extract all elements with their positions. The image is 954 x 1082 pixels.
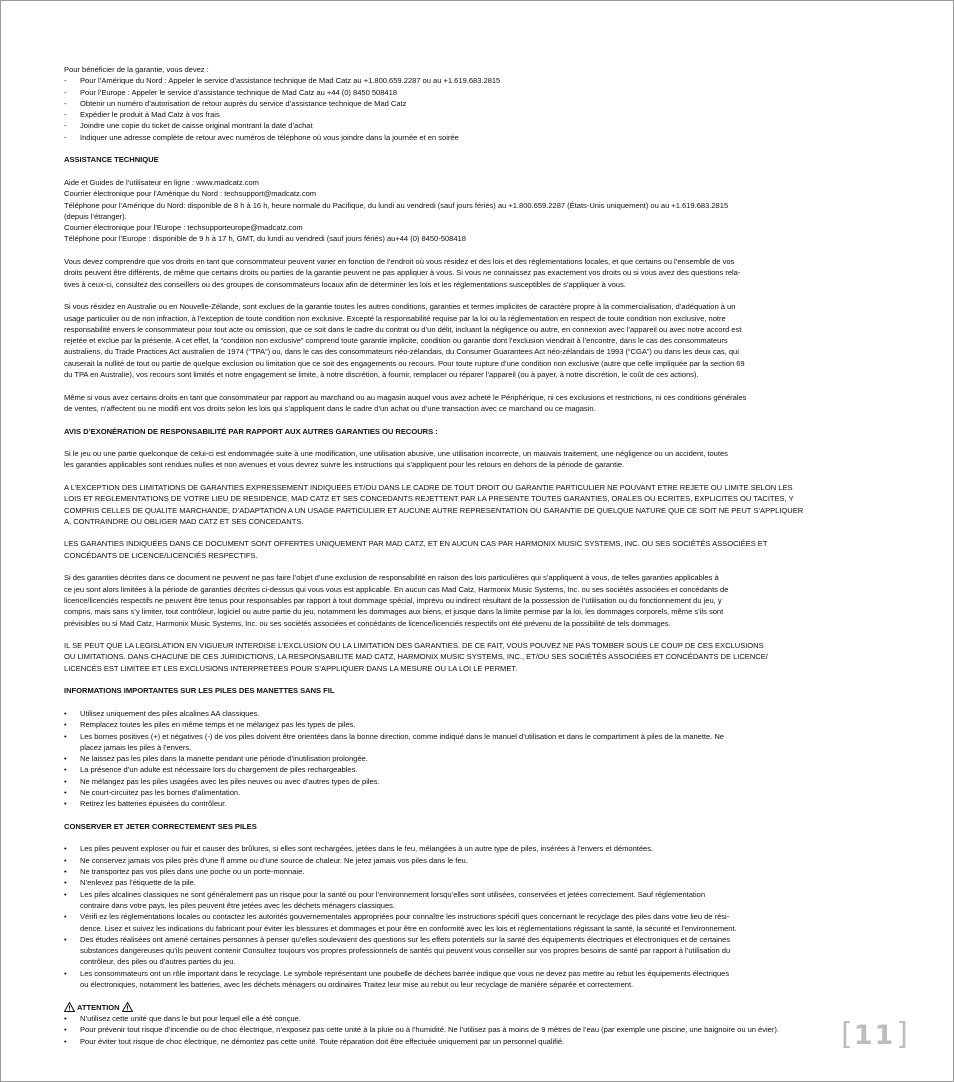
- list-item-text: Indiquer une adresse complète de retour avec numéros de téléphone où vous joindre dans la journée et en soirée: [80, 132, 459, 142]
- bullet-marker: •: [64, 968, 67, 978]
- text-line: licence/licenciés respectifs ne peuvent être tenus pour responsables par rapport à tout dommage spécial, imprévu ou indirect résultant de la possession de l’utilisation ou du fonctionnement du jeu, y: [64, 595, 722, 605]
- list-item-text: Pour l’Europe : Appeler le service d’assistance technique de Mad Catz au +44 (0) 8450 508418: [80, 87, 398, 97]
- storage-item: [64, 866, 892, 877]
- text-line: COMPRIS CELLES DE QUALITE MARCHANDE, D’ADAPTATION A UN USAGE PARTICULIER ET AUCUNE AUTRE REPRESENTATION OU GARANTIE DE QUELQUE NATURE QUE CE SOIT NE PEUT S’APPLIQUER: [64, 505, 804, 515]
- list-item-text: Ne laissez pas les piles dans la manette pendant une période d’inutilisation prolongée.: [80, 754, 368, 764]
- list-item-text: N’enlevez pas l’étiquette de la pile.: [80, 878, 196, 888]
- list-item-text: ou électroniques, notamment les batteries, avec les déchets ménagers ou ordinaires Traitez leur mise au rebut ou leur recyclage de manière séparée et correctement.: [80, 980, 634, 990]
- assistance-line: Téléphone pour l’Europe : disponible de 9 h à 17 h, GMT, du lundi au vendredi (sauf jours fériés) au+44 (0) 8450-508418: [64, 234, 466, 244]
- text-line: LES GARANTIES INDIQUÉES DANS CE DOCUMENT SONT OFFERTES UNIQUEMENT PAR MAD CATZ, ET EN AUCUN CAS PAR HARMONIX MUSIC SYSTEMS, INC. OU SES SOCIÉTÉS ASSOCIÉES ET: [64, 539, 768, 549]
- other-rights-paragraph: [64, 392, 892, 415]
- list-item-text: Les piles alcalines classiques ne sont généralement pas un risque pour la santé ou pour l’environnement lorsqu’elles sont utilisées, conservées et jetées correctement. Sauf réglementation: [80, 889, 706, 899]
- dash-marker: -: [64, 76, 67, 86]
- list-item-text: Les consommateurs ont un rôle important dans le recyclage. Le symbole représentant une poubelle de déchets barrée indique que vous ne devez pas mettre au rebut les équipements électriques: [80, 968, 730, 978]
- list-item-text: Utilisez uniquement des piles alcalines AA classiques.: [80, 708, 260, 718]
- text-line: responsabilité envers le consommateur pour tout acte ou omission, que ce soit dans le cadre du contrat ou d’un délit, incluant la négligence ou autre, en connexion avec l’appareil ou avec notre accord est: [64, 324, 742, 334]
- text-line: du TPA en Australie), vos recours sont limités et notre engagement se limite, à notre discrétion, à fournir, remplacer ou réparer l’appareil (ou à payer, à notre discrétion, le coût de ces actions).: [64, 370, 699, 380]
- text-line: causerait la nullité de tout ou partie de quelque exclusion ou limitation que ce soit des engagements ou recours. Pour toute rupture d’une condition non exclusive (autre que celle impliquée par la section 69: [64, 358, 745, 368]
- list-item-text: placez jamais les piles à l’envers.: [80, 742, 192, 752]
- text-line: rejetée et exclue par la présente. A cet effet, la “condition non exclusive” comprend toute garantie implicite, condition ou garantie dont l’exclusion viendrait à l’encontre, dans le cas des consommateurs: [64, 336, 728, 346]
- warranty-steps-list: [64, 75, 892, 143]
- list-item-text: Ne transportez pas vos piles dans une poche ou un porte-monnaie.: [80, 867, 305, 877]
- text-line: tives à ceux-ci, consultez des conseillers ou des groupes de consommateurs locaux afin de déterminer les lois et les réglementations susceptibles de s’appliquer à vous.: [64, 279, 626, 289]
- list-item-text: Des études réalisées ont amené certaines personnes à penser qu’elles soulevaient des questions sur les effets potentiels sur la santé des équipements électriques et électroniques et de certaines: [80, 934, 731, 944]
- text-line: Si le jeu ou une partie quelconque de celui-ci est endommagée suite à une modification, une utilisation abusive, une utilisation incorrecte, un mauvais traitement, une négligence ou un accident, toutes: [64, 449, 728, 459]
- list-item-text: dence. Lisez et suivez les indications du fabricant pour éviter les blessures et dommages et pour être en conformité avec les lois et réglementations régissant la santé, la sécurité et l’environnement.: [80, 923, 737, 933]
- text-line: droits peuvent être différents, de même que certains droits ou parties de la garantie peuvent ne pas appliquer à vous. Si vous ne connaissez pas exactement vos droits ou si vous avez des questions rela-: [64, 268, 741, 278]
- assistance-heading: ASSISTANCE TECHNIQUE: [64, 155, 159, 165]
- bullet-marker: •: [64, 754, 67, 764]
- bullet-marker: •: [64, 934, 67, 944]
- list-item-text: Pour éviter tout risque de choc électrique, ne démontez pas cette unité. Toute réparation doit être effectuée uniquement par un personnel qualifié.: [80, 1036, 565, 1046]
- warranty-step: [64, 109, 892, 120]
- bullet-marker: •: [64, 1013, 67, 1023]
- text-line: de ventes, n’affectent ou ne modifi ent vos droits selon les lois qui s’appliquent dans le cadre d’un achat ou d’une transaction avec ce marchand ou ce magasin.: [64, 403, 596, 413]
- attention-item: [64, 1024, 892, 1035]
- bullet-marker: •: [64, 720, 67, 730]
- list-item-text: Pour l’Amérique du Nord : Appeler le service d’assistance technique de Mad Catz au +1.800.659.2287 ou au +1.619.683.2815: [80, 76, 501, 86]
- list-item-text: N’utilisez cette unité que dans le but pour lequel elle a été conçue.: [80, 1013, 301, 1023]
- text-line: usage particulier ou de non infraction, à l’exception de toute condition non exclusive. Excepté la responsabilité requise par la loi ou la réglementation en respect de toute condition non exclusive, notre: [64, 313, 726, 323]
- bullet-marker: •: [64, 912, 67, 922]
- battery-item: [64, 731, 892, 754]
- disclaimer-heading: AVIS D’EXONÉRATION DE RESPONSABILITÉ PAR RAPPORT AUX AUTRES GARANTIES OU RECOURS :: [64, 426, 438, 436]
- list-item-text: Ne mélangez pas les piles usagées avec les piles neuves ou avec d’autres types de piles.: [80, 776, 380, 786]
- assistance-line: Courrier électronique pour l’Europe : techsupporteurope@madcatz.com: [64, 223, 303, 233]
- storage-item: [64, 889, 892, 912]
- warranty-step: [64, 87, 892, 98]
- list-item-text: Pour prévenir tout risque d’incendie ou de choc électrique, n’exposez pas cette unité à la pluie ou à l’humidité. Ne l’utilisez pas à moins de 9 mètres de l’eau (par exemple une piscine, une baignoire ou un évier).: [80, 1025, 779, 1035]
- list-item-text: Obtenir un numéro d’autorisation de retour auprès du service d’assistance technique de Mad Catz: [80, 98, 407, 108]
- attention-label: ATTENTION: [77, 1002, 120, 1012]
- page-number-value: 11: [853, 1019, 896, 1051]
- list-item-text: Ne court-circuitez pas les bornes d’alimentation.: [80, 788, 241, 797]
- list-item-text: Ne conservez jamais vos piles près d’une fl amme ou d’une source de chaleur. Ne jetez jamais vos piles dans le feu.: [80, 855, 468, 865]
- warning-icon: [122, 1002, 133, 1012]
- exception-caps-paragraph: [64, 482, 892, 527]
- attention-heading: [64, 1002, 892, 1013]
- bullet-marker: •: [64, 1036, 67, 1046]
- warranty-step: [64, 120, 892, 131]
- text-line: LOIS ET REGLEMENTATIONS DE VOTRE LIEU DE RESIDENCE, MAD CATZ ET SES CONCEDANTS REJETTENT PAR LA PRESENTE TOUTES GARANTIES, ORALES OU ECRITES, EXPLICITES OU TACITES, Y: [64, 494, 794, 504]
- dash-marker: -: [64, 121, 67, 131]
- text-line: Même si vous avez certains droits en tant que consommateur par rapport au marchand ou au magasin auquel vous avez acheté le Périphérique, ni ces exclusions et restrictions, ni ces conditions générales: [64, 392, 747, 402]
- bullet-marker: •: [64, 889, 67, 899]
- bullet-marker: •: [64, 878, 67, 888]
- offered-caps-paragraph: [64, 538, 892, 561]
- battery-item: [64, 798, 892, 809]
- warranty-step: [64, 98, 892, 109]
- assistance-line: Téléphone pour l’Amérique du Nord: disponible de 8 h à 16 h, heure normale du Pacifique, du lundi au vendredi (sauf jours fériés) au +1.800.659.2287 (États-Unis uniquement) ou au +1.619.683.2815: [64, 200, 729, 210]
- dash-marker: -: [64, 132, 67, 142]
- warranty-lead: Pour bénéficier de la garantie, vous devez :: [64, 65, 209, 74]
- bullet-marker: •: [64, 731, 67, 741]
- bullet-marker: •: [64, 776, 67, 786]
- text-line: IL SE PEUT QUE LA LEGISLATION EN VIGUEUR INTERDISE L’EXCLUSION OU LA LIMITATION DES GARANTIES. DE CE FAIT, VOUS POUVEZ NE PAS TOMBER SOUS LE COUP DE CES EXCLUSIONS: [64, 641, 764, 651]
- page-number: [ 11 ]: [841, 1017, 909, 1052]
- text-line: ce jeu sont alors limitées à la période de garanties décrites ci-dessus qui vous vous est applicable. En aucun cas Mad Catz, Harmonix Music Systems, Inc. ou ses sociétés associées et concédants de: [64, 584, 729, 594]
- storage-list: [64, 843, 892, 990]
- storage-item: [64, 843, 892, 854]
- rights-paragraph: [64, 256, 892, 290]
- list-item-text: contraire dans votre pays, les piles peuvent être jetées avec les déchets ménagers classiques.: [80, 900, 396, 910]
- bullet-marker: •: [64, 867, 67, 877]
- dash-marker: -: [64, 87, 67, 97]
- text-line: LICENCÉS EST LIMITEE ET LES EXCLUSIONS INTERPRETEES POUR S’APPLIQUER DANS LA MESURE OU LA LOI LE PERMET.: [64, 663, 518, 673]
- warranty-step: [64, 75, 892, 86]
- text-line: australiens, du Trade Practices Act australien de 1974 (“TPA”) ou, dans le cas des consommateurs néo-zélandais, du Consumer Guarantees Act néo-zélandais de 1993 (“CGA”) ou dans les deux cas, qui: [64, 347, 739, 357]
- bullet-marker: •: [64, 855, 67, 865]
- battery-item: [64, 787, 892, 798]
- australia-paragraph: [64, 301, 892, 380]
- storage-item: [64, 934, 892, 968]
- list-item-text: Retirez les batteries épuisées du contrôleur.: [80, 799, 227, 809]
- bullet-marker: •: [64, 765, 67, 775]
- text-line: prévisibles ou si Mad Catz, Harmonix Music Systems, Inc. ou ses sociétés associées et concédants de licence/licenciés respectifs ont été prévenu de la possibilité de tels dommages.: [64, 618, 671, 628]
- battery-item: [64, 753, 892, 764]
- text-line: Vous devez comprendre que vos droits en tant que consommateur peuvent varier en fonction de l’endroit où vous résidez et des lois et des réglementations locales, et que certains ou l’ensemble de vos: [64, 257, 735, 267]
- attention-item: [64, 1036, 892, 1047]
- warranty-step: [64, 132, 892, 143]
- bullet-marker: •: [64, 708, 67, 718]
- list-item-text: Les piles peuvent exploser ou fuir et causer des brûlures, si elles sont rechargées, jetées dans le feu, mélangées à un autre type de piles, insérées à l’envers et démontées.: [80, 844, 654, 854]
- text-line: CONCÉDANTS DE LICENCE/LICENCIÉS RESPECTIFS.: [64, 550, 258, 560]
- warning-icon: [64, 1002, 75, 1012]
- text-line: OU LIMITATIONS. DANS CHACUNE DE CES JURIDICTIONS, LA RESPONSABILITE MAD CATZ, HARMONIX MUSIC SYSTEMS, INC., ET/OU SES SOCIÉTÉS ASSOCIÉES ET CONCÉDANTS DE LICENCE/: [64, 652, 768, 662]
- storage-item: [64, 911, 892, 934]
- assistance-line: Aide et Guides de l’utilisateur en ligne : www.madcatz.com: [64, 177, 259, 187]
- battery-item: [64, 764, 892, 775]
- attention-item: [64, 1013, 892, 1024]
- battery-item: [64, 719, 892, 730]
- battery-item: [64, 776, 892, 787]
- attention-list: [64, 1013, 892, 1047]
- bullet-marker: •: [64, 788, 67, 797]
- legislation-caps-paragraph: [64, 640, 892, 674]
- text-line: compris, mais sans s’y limiter, tout contrôleur, logiciel ou autre partie du jeu, notamment les dommages aux biens, et jusque dans la limite permise par la loi, les dommages corporels, même s’ils sont: [64, 607, 724, 617]
- storage-item: [64, 968, 892, 991]
- text-line: Si des garanties décrites dans ce document ne peuvent ne pas faire l’objet d’une exclusion de responsabilité en raison des lois particulières qui s’appliquent à vous, de telles garanties applicables à: [64, 573, 719, 583]
- list-item-text: La présence d’un adulte est nécessaire lors du chargement de piles rechargeables.: [80, 765, 358, 775]
- bullet-marker: •: [64, 844, 67, 854]
- battery-item: [64, 708, 892, 719]
- assistance-line: (depuis l’étranger).: [64, 211, 127, 221]
- list-item-text: Expédier le produit à Mad Catz à vos frais: [80, 110, 220, 120]
- dash-marker: -: [64, 98, 67, 108]
- list-item-text: contrôleur, des piles ou d’autres parties du jeu.: [80, 957, 236, 967]
- bullet-marker: •: [64, 799, 67, 809]
- list-item-text: substances dangereuses qu’ils peuvent contenir Consultez toujours vos propres professionnels de santés qui peuvent vous conseiller sur vos propres besoins de santé par rapport à l’utilisation du: [80, 946, 731, 956]
- storage-item: [64, 855, 892, 866]
- assistance-block: [64, 177, 892, 245]
- exclusion-paragraph: [64, 572, 892, 628]
- list-item-text: Vérifi ez les réglementations locales ou contactez les autorités gouvernementales appropriées pour connaître les instructions spécifi ques concernant le recyclage des piles dans votre lieu de rési-: [80, 912, 730, 922]
- batteries-list: [64, 708, 892, 810]
- list-item-text: Remplacez toutes les piles en même temps et ne mélangez pas les types de piles.: [80, 720, 356, 730]
- text-line: les garanties applicables sont rendues nulles et non avenues et vous devrez suivre les instructions qui s’appliquent pour les retours en dehors de la période de garantie.: [64, 460, 625, 470]
- dash-marker: -: [64, 110, 67, 120]
- bullet-marker: •: [64, 1025, 67, 1035]
- text-line: A, CONTRAINDRE OU OBLIGER MAD CATZ ET SES CONCEDANTS.: [64, 516, 304, 526]
- storage-item: [64, 877, 892, 888]
- assistance-line: Courrier électronique pour l’Amérique du Nord : techsupport@madcatz.com: [64, 189, 317, 199]
- disclaimer-paragraph: [64, 448, 892, 471]
- storage-heading: CONSERVER ET JETER CORRECTEMENT SES PILES: [64, 821, 257, 831]
- list-item-text: Joindre une copie du ticket de caisse original montrant la date d’achat: [80, 121, 313, 131]
- page-content: [64, 64, 892, 1058]
- text-line: Si vous résidez en Australie ou en Nouvelle-Zélande, sont exclues de la garantie toutes les autres conditions, garanties et termes implicites de caractère propre à la commercialisation, d’adéquation à un: [64, 302, 736, 312]
- list-item-text: Les bornes positives (+) et négatives (-) de vos piles doivent être orientées dans la bonne direction, comme indiqué dans le manuel d’utilisation et dans le compartiment à piles de la manette. Ne: [80, 731, 724, 741]
- batteries-heading: INFORMATIONS IMPORTANTES SUR LES PILES DES MANETTES SANS FIL: [64, 686, 335, 696]
- text-line: A L’EXCEPTION DES LIMITATIONS DE GARANTIES EXPRESSEMENT INDIQUEES ET/OU DANS LE CADRE DE TOUT DROIT OU GARANTIE PARTICULIER NE POUVANT ETRE REJETE OU LIMITE SELON LES: [64, 482, 793, 492]
